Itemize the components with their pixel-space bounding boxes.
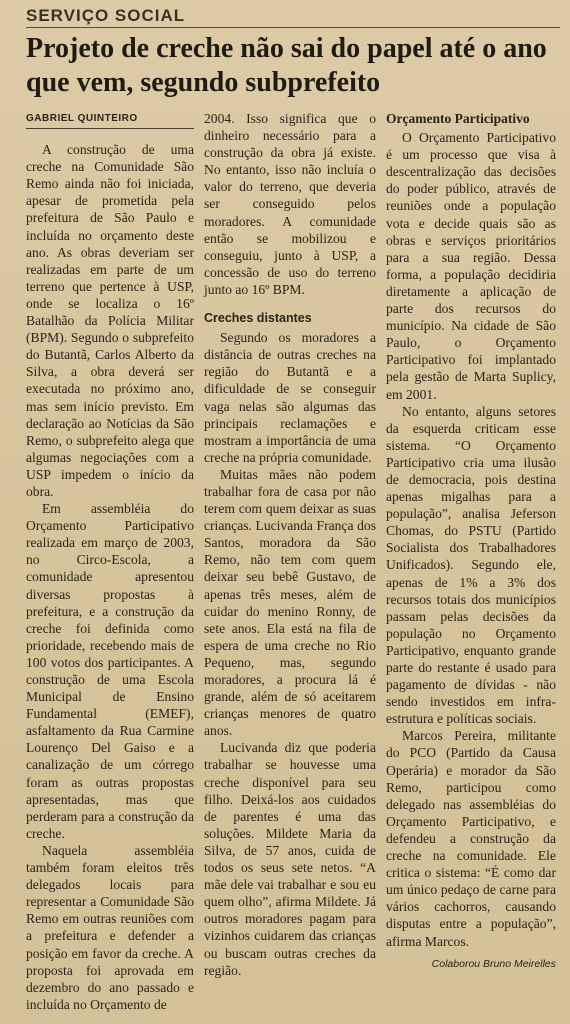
paragraph: Marcos Pereira, militante do PCO (Partido da Causa Operária) e morador da São Remo, participou como delegado nas assembléias do Orçamento Participativo, e defendeu a construção da creche na comunidade. Ele critica o sistema: “É como dar um único pedaço de carne para vários cachorros, causando disputas entre a população”, afirma Marcos. — [386, 728, 556, 949]
column-3 — [386, 110, 556, 1013]
paragraph: Lucivanda diz que poderia trabalhar se houvesse uma creche disponível para seu filho. Deixá-los aos cuidados de parentes é uma das soluções. Mildete Maria da Silva, de 57 anos, cuida de todos os seus sete netos. “A mãe dele vai trabalhar e sou eu quem olho”, afirma Mildete. Já outros moradores pagam para vizinhos cuidarem das crianças ou buscam outras creches da região. — [204, 740, 376, 978]
article-columns — [26, 110, 560, 1013]
paragraph: No entanto, alguns setores da esquerda criticam esse sistema. “O Orçamento Participativo cria uma ilusão de democracia, pois destina apenas migalhas para a população”, analisa Jeferson Chomas, do PSTU (Partido Socialista dos Trabalhadores Unificados). Segundo ele, apenas de 1% a 3% dos recursos totais dos municípios passam pelas decisões da população no Orçamento Participativo, enquanto grande parte do restante é usado para pagamento de dívidas - não sendo investidos em infra-estrutura e políticas sociais. — [386, 403, 556, 727]
column-1 — [26, 110, 194, 1013]
paragraph: 2004. Isso significa que o dinheiro necessário para a construção da obra já existe. No entanto, isso não incluía o valor do terreno, que deveria ser conseguido pelos moradores. A comunidade então se mobilizou e conseguiu, junto à USP, a concessão de uso do terreno junto ao 16º BPM. — [204, 111, 376, 297]
headline: Projeto de creche não sai do papel até o ano que vem, segundo subprefeito — [26, 33, 547, 98]
paragraph: Em assembléia do Orçamento Participativo realizada em março de 2003, no Circo-Escola, a comunidade apresentou diversas propostas à prefeitura, e a construção da creche foi definida como prioridade, recebendo mais de 100 votos dos participantes. A construção de uma Escola Municipal de Ensino Fundamental (EMEF), asfaltamento da Rua Carmine Lourenço Del Gaiso e a canalização de um córrego foram as outras propostas apresentadas, mas que perderam para a construção da creche. — [26, 501, 194, 841]
byline: GABRIEL QUINTEIRO — [26, 110, 194, 129]
paragraph: Muitas mães não podem trabalhar fora de casa por não terem com quem deixar as suas crianças. Lucivanda França dos Santos, moradora da São Remo, não tem com quem deixar seu bebê Gustavo, de apenas três meses, além de cuidar do menino Ronny, de sete anos. Ela está na fila de espera de uma creche no Rio Pequeno, mas, segundo moradores, a procura lá é grande, além de só aceitarem crianças menores de quatro anos. — [204, 466, 376, 739]
paragraph: O Orçamento Participativo é um processo que visa à descentralização das decisões do poder público, através de reuniões onde a população vota e decide quais são as obras e serviços prioritários para a sua região. Dessa forma, a população decidiria diretamente a aplicação de parte dos recursos do município. Na cidade de São Paulo, o Orçamento Participativo foi implantado pela gestão de Marta Suplicy, em 2001. — [386, 130, 556, 402]
paragraph: Segundo os moradores a distância de outras creches na região do Butantã e a dificuldade de se conseguir vaga nelas são algumas das principais reclamações e mostram a importância de uma creche na própria comunidade. — [204, 330, 376, 465]
paragraph: A construção de uma creche na Comunidade São Remo ainda não foi iniciada, apesar de prometida pela prefeitura de São Paulo e incluída no orçamento deste ano. As obras deveriam ser realizadas em parte de um terreno que pertence à USP, onde se localiza o 16º Batalhão da Polícia Militar (BPM). Segundo o subprefeito do Butantã, Carlos Alberto da Silva, a obra deverá ser executada no próximo ano, mas sem início previsto. Em declaração ao Notícias da São Remo, o subprefeito alega que algumas negociações com a USP impedem o início da obra. — [26, 142, 194, 499]
credit-line: Colaborou Bruno Meirelles — [431, 957, 556, 970]
column-2 — [204, 110, 376, 1013]
subhead-orcamento-participativo: Orçamento Participativo — [386, 111, 530, 126]
paragraph: Naquela assembléia também foram eleitos três delegados locais para representar a Comunidade São Remo em outras reuniões com a prefeitura e defender a posição em favor da creche. A proposta foi aprovada em dezembro do ano passado e incluída no Orçamento de — [26, 842, 194, 1012]
section-label: SERVIÇO SOCIAL — [26, 6, 560, 28]
subhead-creches-distantes: Creches distantes — [204, 311, 312, 326]
